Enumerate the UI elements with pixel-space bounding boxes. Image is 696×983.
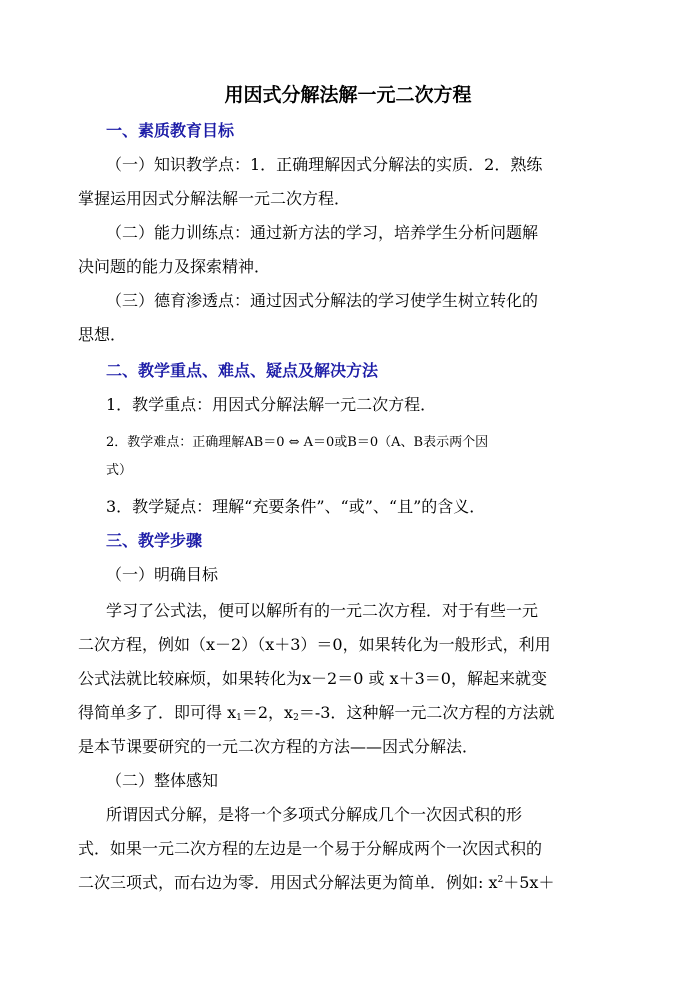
paragraph-line [78, 870, 554, 893]
subscript: 1 [236, 713, 242, 723]
paragraph-line: 学习了公式法，便可以解所有的一元二次方程．对于有些一元 [106, 601, 539, 620]
paragraph-line: 式．如果一元二次方程的左边是一个易于分解成两个一次因式积的 [78, 839, 543, 858]
paragraph-line: 公式法就比较麻烦，如果转化为x－2＝0 或 x＋3＝0，解起来就变 [78, 669, 547, 688]
text-fragment: 得简单多了．即可得 x [78, 703, 237, 722]
superscript: 2 [497, 875, 504, 885]
section-heading-2: 二、教学重点、难点、疑点及解决方法 [106, 361, 379, 380]
paragraph-line: 是本节课要研究的一元二次方程的方法——因式分解法． [78, 737, 479, 756]
list-item: 1．教学重点：用因式分解法解一元二次方程． [106, 395, 437, 414]
list-item: 3．教学疑点：理解“充要条件”、“或”、“且”的含义． [106, 497, 486, 516]
list-item-continuation: 式） [106, 463, 133, 478]
text-fragment: 二次三项式，而右边为零．用因式分解法更为简单．例如: x [78, 873, 498, 892]
text-fragment: ＝2，x [241, 703, 294, 722]
paragraph-line: 二次方程，例如（x－2）（x＋3）＝0，如果转化为一般形式，利用 [78, 635, 551, 654]
subsection-heading: （二）整体感知 [106, 771, 219, 790]
paragraph-line: （一）知识教学点：1．正确理解因式分解法的实质．2．熟练 [106, 155, 543, 174]
page-title: 用因式分解法解一元二次方程 [224, 84, 472, 106]
list-item: 2．教学难点：正确理解AB＝0 ⇔ A＝0或B＝0（A、B表示两个因 [106, 435, 489, 450]
paragraph-line: 掌握运用因式分解法解一元二次方程． [78, 189, 351, 208]
subscript: 2 [293, 713, 299, 723]
paragraph-line: 所谓因式分解，是将一个多项式分解成几个一次因式积的形 [106, 805, 523, 824]
section-heading-1: 一、素质教育目标 [106, 121, 235, 140]
text-fragment: ＋5x＋ [503, 873, 555, 892]
text-fragment: ＝-3．这种解一元二次方程的方法就 [298, 703, 555, 722]
paragraph-line: 决问题的能力及探索精神． [78, 257, 271, 276]
paragraph-line [78, 700, 554, 723]
section-heading-3: 三、教学步骤 [106, 531, 203, 550]
paragraph-line: 思想． [78, 325, 127, 344]
paragraph-line: （二）能力训练点：通过新方法的学习，培养学生分析问题解 [106, 223, 539, 242]
paragraph-line: （三）德育渗透点：通过因式分解法的学习使学生树立转化的 [106, 291, 539, 310]
subsection-heading: （一）明确目标 [106, 565, 219, 584]
